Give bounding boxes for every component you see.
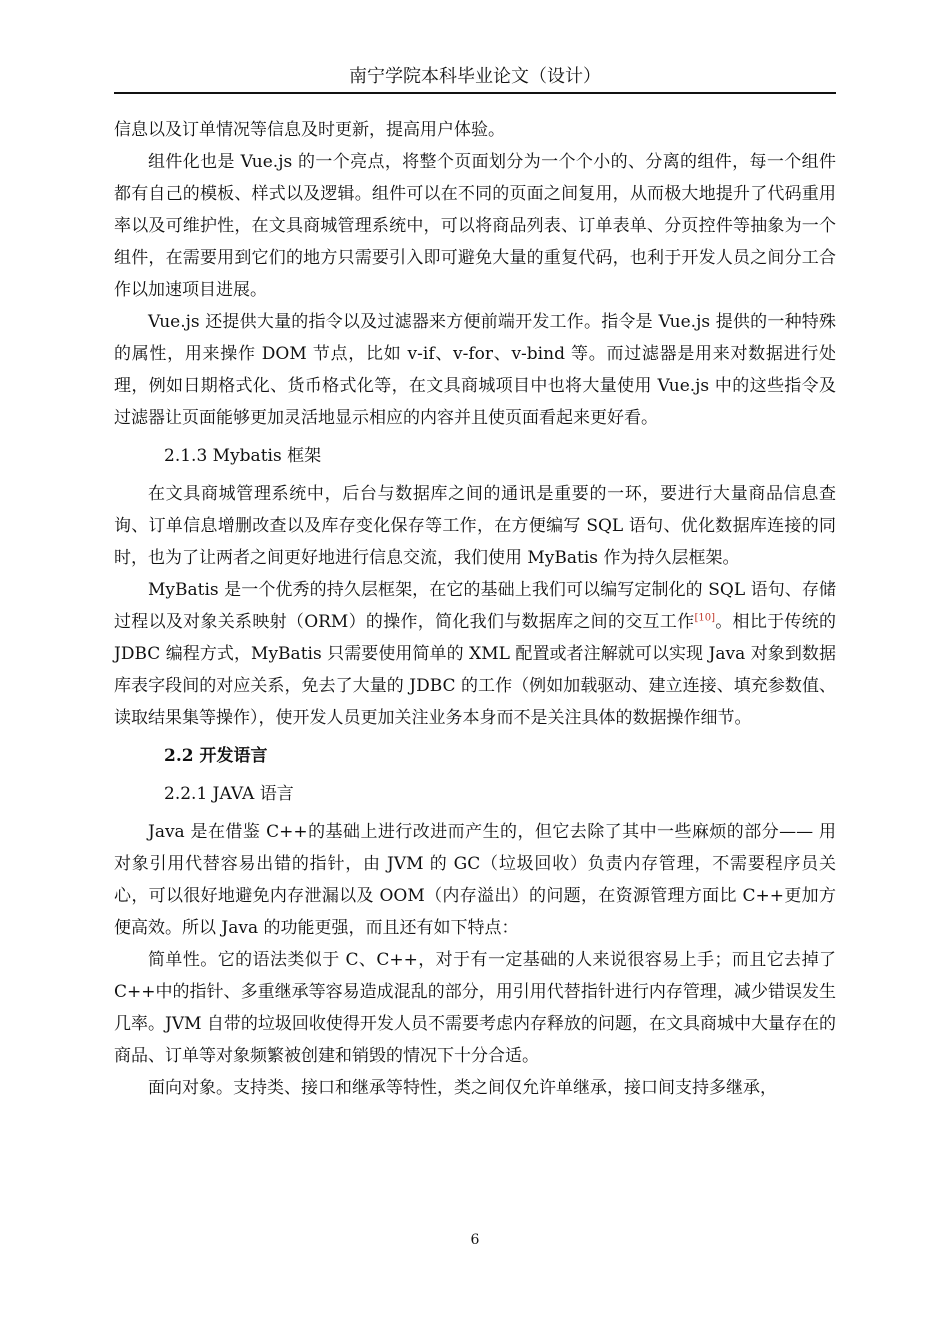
- page-number: 6: [470, 1232, 480, 1248]
- section-heading-2-2-1: 2.2.1 JAVA 语言: [164, 784, 294, 804]
- paragraph-mybatis-intro: 在文具商城管理系统中，后台与数据库之间的通讯是重要的一环，要进行大量商品信息查询、订单信息增删改查以及库存变化保存等工作，在方便编写 SQL 语句、优化数据库连接的同时，也为了让两者之间更好地进行信息交流，我们使用 MyBatis 作为持久层框架。: [114, 484, 836, 568]
- paragraph-java-intro: Java 是在借鉴 C++的基础上进行改进而产生的，但它去除了其中一些麻烦的部分—— 用对象引用代替容易出错的指针，由 JVM 的 GC（垃圾回收）负责内存管理，不需要程序员关心，可以很好地避免内存泄漏以及 OOM（内存溢出）的问题，在资源管理方面比 C++更加方便高效。所以 Java 的功能更强，而且还有如下特点：: [114, 822, 836, 938]
- paragraph-mybatis-part-b: 。相比于传统的 JDBC 编程方式，MyBatis 只需要使用简单的 XML 配置或者注解就可以实现 Java 对象到数据库表字段间的对应关系，免去了大量的 JDBC 的工作（例如加载驱动、建立连接、填充参数值、读取结果集等操作），使开发人员更加关注业务本身而不是关注具体的数据操作细节。: [114, 612, 836, 728]
- paragraph-mybatis-detail: [114, 574, 836, 734]
- citation-10[interactable]: [10]: [694, 612, 715, 624]
- paragraph-mybatis-part-a: MyBatis 是一个优秀的持久层框架，在它的基础上我们可以编写定制化的 SQL 语句、存储过程以及对象关系映射（ORM）的操作，简化我们与数据库之间的交互工作: [114, 580, 836, 632]
- section-heading-2-1-3: 2.1.3 Mybatis 框架: [164, 446, 322, 466]
- paragraph-java-simplicity: 简单性。它的语法类似于 C、C++，对于有一定基础的人来说很容易上手；而且它去掉了 C++中的指针、多重继承等容易造成混乱的部分，用引用代替指针进行内存管理，减少错误发生几率。JVM 自带的垃圾回收使得开发人员不需要考虑内存释放的问题，在文具商城中大量存在的商品、订单等对象频繁被创建和销毁的情况下十分合适。: [114, 950, 836, 1066]
- header-rule: [114, 92, 836, 94]
- section-heading-2-2: 2.2 开发语言: [164, 746, 268, 766]
- paragraph-vue-components: 组件化也是 Vue.js 的一个亮点，将整个页面划分为一个个小的、分离的组件，每一个组件都有自己的模板、样式以及逻辑。组件可以在不同的页面之间复用，从而极大地提升了代码重用率以及可维护性，在文具商城管理系统中，可以将商品列表、订单表单、分页控件等抽象为一个组件，在需要用到它们的地方只需要引入即可避免大量的重复代码，也利于开发人员之间分工合作以加速项目进展。: [114, 152, 836, 300]
- paragraph-vue-directives: Vue.js 还提供大量的指令以及过滤器来方便前端开发工作。指令是 Vue.js 提供的一种特殊的属性，用来操作 DOM 节点，比如 v-if、v-for、v-bind 等。而过滤器是用来对数据进行处理，例如日期格式化、货币格式化等，在文具商城项目中也将大量使用 Vue.js 中的这些指令及过滤器让页面能够更加灵活地显示相应的内容并且使页面看起来更好看。: [114, 312, 836, 428]
- paragraph-continuation: 信息以及订单情况等信息及时更新，提高用户体验。: [114, 120, 505, 140]
- running-header: 南宁学院本科毕业论文（设计）: [349, 66, 601, 87]
- page-body: [114, 114, 836, 1104]
- paragraph-java-oop: 面向对象。支持类、接口和继承等特性，类之间仅允许单继承，接口间支持多继承，: [148, 1078, 777, 1098]
